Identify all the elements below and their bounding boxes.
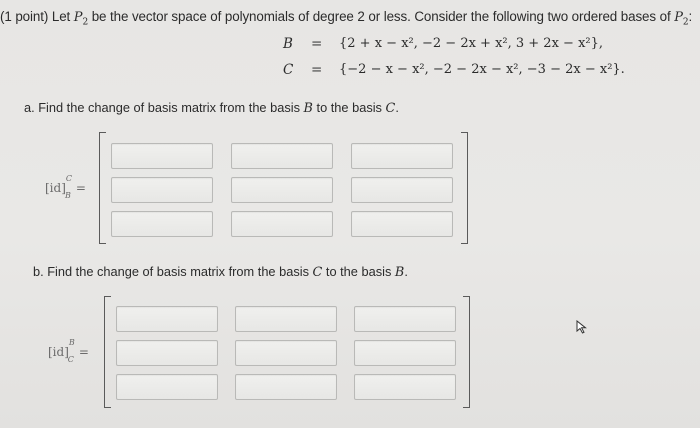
problem-statement: (1 point) Let $P_2$ be the vector space of polynomials of degree 2 or less. Consider the following two ordered bases of $P_2$:: [0, 9, 693, 28]
part-a-cell-2-1[interactable]: [111, 177, 213, 203]
part-a-cell-1-3[interactable]: [351, 143, 453, 169]
part-a-cell-1-2[interactable]: [231, 143, 333, 169]
basis-c-equals: =: [311, 62, 323, 78]
part-b-matrix-label: [id]$^B_C$=: [48, 338, 89, 365]
basis-b-equals: =: [311, 36, 323, 52]
part-b-cell-2-2[interactable]: [235, 340, 337, 366]
part-a-question: a. Find the change of basis matrix from the basis B to the basis C.: [24, 100, 399, 116]
part-b-cell-3-1[interactable]: [116, 374, 218, 400]
part-b-right-bracket: [463, 296, 470, 408]
basis-b-label: B: [283, 36, 293, 52]
basis-c-label: C: [283, 62, 294, 78]
space-symbol: $P_2$: [73, 10, 89, 28]
part-a-cell-2-2[interactable]: [231, 177, 333, 203]
part-a-right-bracket: [461, 132, 468, 244]
basis-c-set: {−2 − x − x², −2 − 2x − x², −3 − 2x − x²}.: [339, 62, 625, 77]
part-b-cell-3-2[interactable]: [235, 374, 337, 400]
part-b-cell-1-1[interactable]: [116, 306, 218, 332]
part-b-cell-1-2[interactable]: [235, 306, 337, 332]
part-b-question: b. Find the change of basis matrix from the basis C to the basis B.: [33, 264, 408, 280]
part-a-left-bracket: [99, 132, 106, 244]
part-a-cell-1-1[interactable]: [111, 143, 213, 169]
mouse-cursor-icon: [576, 320, 588, 334]
part-b-cell-2-3[interactable]: [354, 340, 456, 366]
basis-b-set: {2 + x − x², −2 − 2x + x², 3 + 2x − x²},: [339, 36, 604, 51]
part-a-cell-3-2[interactable]: [231, 211, 333, 237]
part-b-cell-3-3[interactable]: [354, 374, 456, 400]
intro-text: (1 point) Let: [0, 9, 74, 24]
part-b-cell-1-3[interactable]: [354, 306, 456, 332]
part-a-cell-3-1[interactable]: [111, 211, 213, 237]
part-a-cell-3-3[interactable]: [351, 211, 453, 237]
part-a-cell-2-3[interactable]: [351, 177, 453, 203]
space-symbol-end: $P_2$: [674, 10, 689, 28]
part-a-matrix-label: [id]$^C_B$=: [45, 174, 86, 201]
part-b-left-bracket: [104, 296, 111, 408]
part-b-cell-2-1[interactable]: [116, 340, 218, 366]
intro-rest: be the vector space of polynomials of degree 2 or less. Consider the following two ordered bases of: [88, 9, 675, 24]
